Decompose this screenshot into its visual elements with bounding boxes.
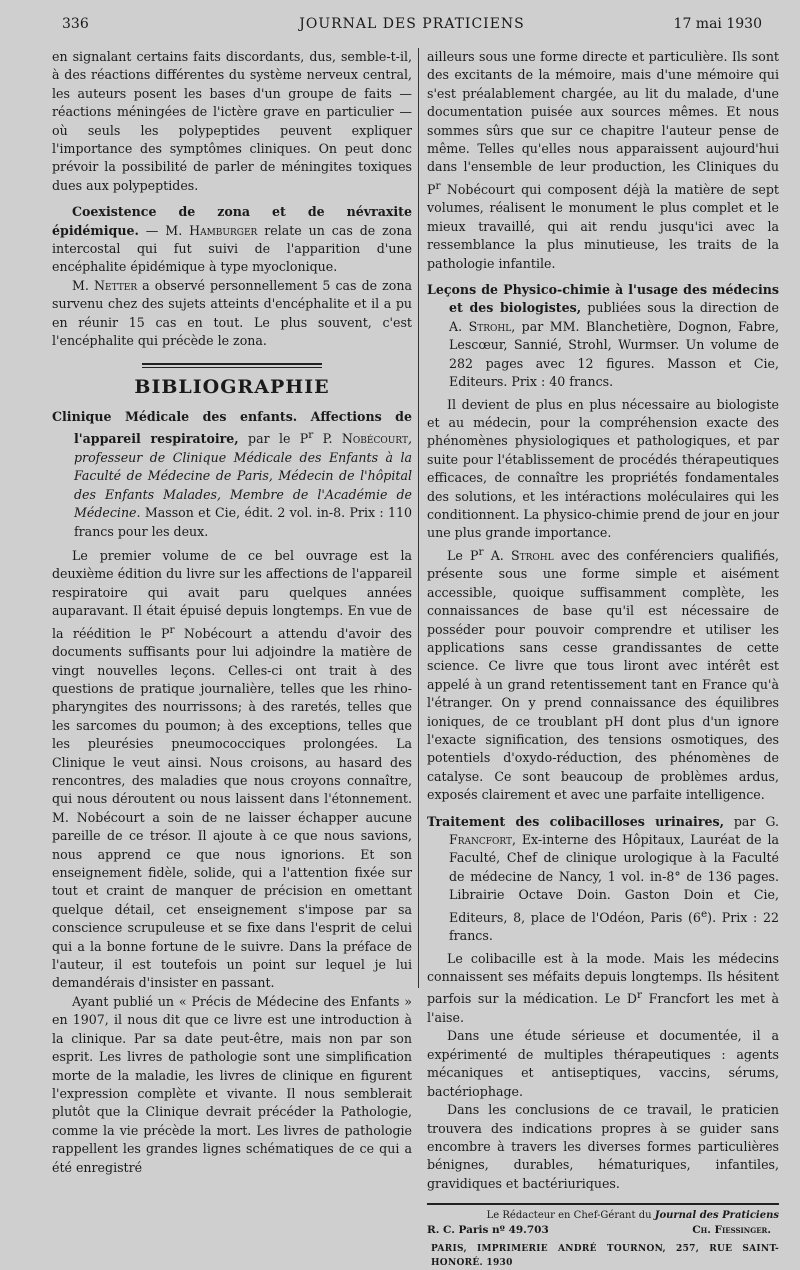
editor-line: Le Rédacteur en Chef-Gérant du Journal des Praticiens — [486, 1210, 779, 1222]
author-name: Strohl — [468, 318, 512, 334]
author-name: Hamburger — [189, 222, 258, 238]
editor-name: Ch. Fiessinger. — [692, 1224, 771, 1237]
section-title: Coexistence de zona et de névraxite épidémique. — [52, 204, 412, 238]
author-name: Strohl — [511, 547, 554, 563]
paragraph: en signalant certains faits discordants, dus, semble-t-il, à des réactions différentes du système nerveux central, les auteurs posent les bases d'un groupe de faits — réactions méningées de l'ictère grave en particulier — où seuls les polypeptides peuvent expliquer l'importance des symptômes cliniques. On peut donc prévoir la possibilité de parler de méningites toxiques dues aux polypeptides. — [52, 49, 412, 193]
bibliography-heading: BIBLIOGRAPHIE — [134, 375, 330, 398]
paragraph: Le $P^r$ A. Strohl avec des conférenciers qualifiés, présente sous une forme simple et aisément accessible, quoique suffisamment complète, les connaissances de base qu'il est nécessaire de posséder pour pouvoir comprendre et utiliser les applications sans cesse grandissantes de cette science. Ce livre que tous liront avec intérêt est appelé à un grand retentissement tant en France qu'à l'étranger. On y prend connaissance des équilibres ioniques, de ce troublant pH dont plus d'un ignore l'exacte signification, des tensions osmotiques, des potentiels d'oxydo-réduction, des phénomènes de catalyse. Ce sont beaucoup de problèmes ardus, exposés clairement et avec une parfaite intelligence. — [427, 545, 780, 803]
zona-section: Coexistence de zona et de névraxite épidémique. — M. Hamburger relate un cas de zona intercostal qui fut suivi de l'apparition d'une encéphalite épidémique à type myoclonique. — [52, 204, 412, 275]
paragraph: Le colibacille est à la mode. Mais les médecins connaissent ses méfaits depuis longtemps. Ils hésitent parfois sur la médication. Le $D^r$ Francfort les met à l'aise. — [427, 950, 779, 1026]
printer-line: PARIS, IMPRIMERIE ANDRÉ TOURNON, 257, RUE SAINT-HONORÉ. 1930 — [431, 1244, 779, 1269]
author-name: Netter — [93, 277, 138, 293]
left-column — [52, 48, 412, 1177]
paragraph: Le premier volume de ce bel ouvrage est la deuxième édition du livre sur les affections de l'appareil respiratoire qui avait paru quelques années auparavant. Il était épuisé depuis longtemps. En vue de la réédition le $P^r$ Nobécourt a attendu d'avoir des documents suffisants pour lui adjoindre la matière de vingt nouvelles leçons. Celles-ci ont trait à des questions de pratique journalière, telles que les rhino-pharyngites des nourrissons; à des raretés, telles que les sarcomes du poumon; à des exceptions, telles que les pleurésies pneumococciques prolongées. La Clinique le veut ainsi. Nous croisons, au hasard des rencontres, des maladies que nous croyons connaître, qui nous déroutent ou nous laissent dans l'étonnement. M. Nobécourt a soin de ne laisser échapper aucune pareille de ce trésor. Il ajoute à ce que nous savions, nous apprend ce que nous ignorions. Et son enseignement fidèle, solide, qui a l'attention fixée sur tout et craint de manquer de précision en omettant quelque détail, cet enseignement s'impose par sa conscience scrupuleuse et se fixe dans l'esprit de celui qui a la bonne fortune de le suivre. Dans la préface de l'auteur, il est toutefois un point sur lequel je lui demandérais d'insister en passant. — [52, 547, 412, 991]
book-title: Leçons de Physico-chimie à l'usage des médecins et des biologistes, — [427, 282, 779, 316]
issue-date: 17 mai 1930 — [673, 16, 762, 32]
imprint-footer — [427, 1209, 779, 1269]
book-title: Traitement des colibacilloses urinaires, — [427, 813, 724, 829]
footer-rule — [427, 1203, 779, 1205]
paragraph: Il devient de plus en plus nécessaire au biologiste et au médecin, pour la compréhension exacte des phénomènes physiologiques et pathologiques, et par suite pour l'établissement de procédés thérapeutiques efficaces, de connaître les propriétés fondamentales des solutions, et les intéractions moléculaires qui les conditionnent. La physico-chimie prend de jour en jour une plus grande importance. — [427, 396, 779, 541]
paragraph: Dans une étude sérieuse et documentée, il a expérimenté de multiples thérapeutiques : agents mécaniques et antiseptiques, vaccins, sérums, bactériophage. — [427, 1028, 779, 1099]
book-reference: Traitement des colibacilloses urinaires, par G. Francfort, Ex-interne des Hôpitaux, Lauréat de la Faculté, Chef de clinique urologique à la Faculté de médecine de Nancy, 1 vol. in-8° de 136 pages. Librairie Octave Doin. Gaston Doin et Cie, Editeurs, 8, place de l'Odéon, Paris (6e). Prix : 22 francs. — [427, 813, 779, 944]
section-rule — [142, 363, 322, 368]
registry-number: R. C. Paris nº 49.703 — [427, 1224, 549, 1237]
paragraph: Dans les conclusions de ce travail, le praticien trouvera des indications propres à se guider sans encombre à travers les diverses formes particulières bénignes, durables, hématuriques, infantiles, gravidiques et bactériuriques. — [427, 1102, 779, 1191]
right-column — [427, 48, 780, 1269]
author-name: Francfort — [449, 832, 513, 848]
page-header — [62, 13, 762, 35]
column-divider — [418, 48, 419, 988]
paragraph: ailleurs sous une forme directe et particulière. Ils sont des excitants de la mémoire, mais d'une mémoire qui s'est préalablement chargée, au lit du malade, d'une documentation puisée aux sources mêmes. Et nous sommes sûrs que sur ce chapitre l'auteur pense de même. Telles qu'elles nous apparaissent aujourd'hui dans l'ensemble de leur production, les Cliniques du $P^r$ Nobécourt qui composent déjà la matière de sept volumes, réalisent le monument le plus complet et le mieux travaillé, qui ait rendu jusqu'ici avec la ressemblance la plus minutieuse, les traits de la pathologie infantile. — [427, 49, 779, 271]
book-reference: Clinique Médicale des enfants. Affections de l'appareil respiratoire, par le $P^r$ P. Nobécourt, professeur de Clinique Médicale des Enfants à la Faculté de Médecine de Paris, Médecin de l'hôpital des Enfants Malades, Membre de l'Académie de Médecine. Masson et Cie, édit. 2 vol. in-8. Prix : 110 francs pour les deux. — [52, 408, 412, 539]
paragraph: M. Netter a observé personnellement 5 cas de zona survenu chez des sujets atteints d'encéphalite et il a pu en réunir 15 cas en tout. Le plus souvent, c'est l'encéphalite qui précède le zona. — [52, 277, 412, 349]
book-reference: Leçons de Physico-chimie à l'usage des médecins et des biologistes, publiées sous la direction de A. Strohl, par MM. Blanchetière, Dognon, Fabre, Lescœur, Sannié, Strohl, Wurmser. Un volume de 282 pages avec 12 figures. Masson et Cie, Editeurs. Prix : 40 francs. — [427, 282, 779, 390]
journal-title: JOURNAL DES PRATICIENS — [299, 16, 525, 32]
book-title: Clinique Médicale des enfants. Affections de l'appareil respiratoire, — [52, 408, 412, 447]
author-name: Nobécourt — [341, 431, 408, 447]
paragraph: Ayant publié un « Précis de Médecine des Enfants » en 1907, il nous dit que ce livre est une introduction à la clinique. Par sa date peut-être, mais non par son esprit. Les livres de pathologie sont une simplification morte de la maladie, les livres de clinique en figurent l'expression complète et vivante. Il nous semblerait plutôt que la Clinique devrait précéder la Pathologie, comme la vie précède la mort. Les livres de pathologie rappellent les grandes lignes schématiques de ce qui a été enregistré — [52, 993, 412, 1175]
page-number: 336 — [62, 16, 89, 32]
